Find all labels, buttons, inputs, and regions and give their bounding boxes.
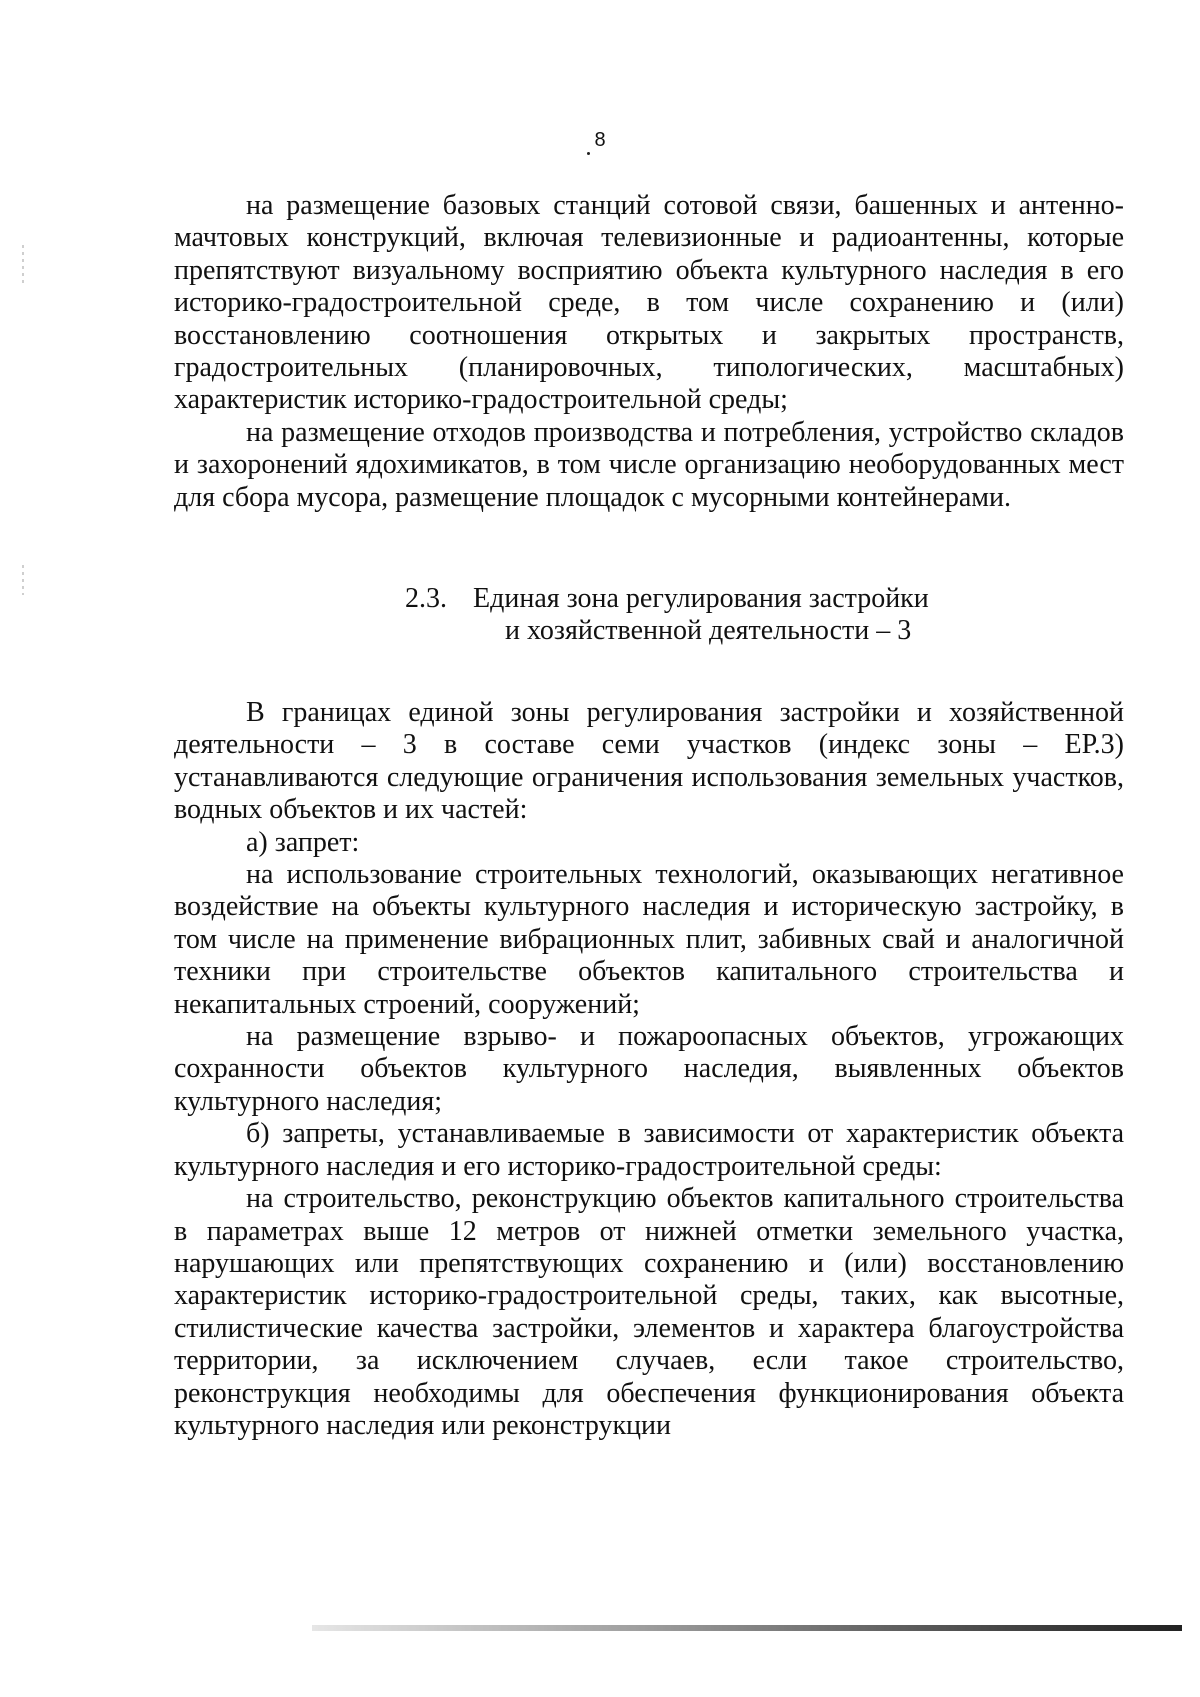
paragraph: на размещение базовых станций сотовой связи, башенных и антенно-мачтовых конструкций, включая телевизионные и радиоантенны, которые препятствуют визуальному восприятию объекта культурного наследия в его историко-градостроительной среде, в том числе сохранению и (или) восстановлению соотношения открытых и закрытых пространств, градостроительных (планировочных, типологических, масштабных) характеристик историко-градостроительной среды; (174, 190, 1124, 416)
scan-margin-mark (22, 245, 24, 285)
page-number: 8 (594, 129, 606, 151)
text-block-lower (174, 697, 1124, 1442)
scan-edge-bar (312, 1625, 1182, 1631)
section-title-line1: Единая зона регулирования застройки (473, 583, 929, 614)
section-number: 2.3. (405, 583, 447, 614)
paragraph: на размещение отходов производства и потребления, устройство складов и захоронений ядохимикатов, в том числе организацию необорудованных мест для сбора мусора, размещение площадок с мусорными контейнерами. (174, 416, 1124, 513)
paragraph: на размещение взрыво- и пожароопасных объектов, угрожающих сохранности объектов культурного наследия, выявленных объектов культурного наследия; (174, 1021, 1124, 1117)
section-heading (405, 583, 929, 648)
scan-dot (587, 152, 590, 155)
paragraph: а) запрет: (246, 826, 360, 858)
section-title-line2: и хозяйственной деятельности – 3 (505, 615, 912, 647)
paragraph: на строительство, реконструкцию объектов капитального строительства в параметрах выше 12 метров от нижней отметки земельного участка, нарушающих или препятствующих сохранению и (или) восстановлению характеристик историко-градостроительной среды, таких, как высотные, стилистические качества застройки, элементов и характера благоустройства территории, за исключением случаев, если такое строительство, реконструкция необходимы для обеспечения функционирования объекта культурного наследия или реконструкции (174, 1183, 1124, 1441)
scan-margin-mark (22, 565, 24, 595)
paragraph: В границах единой зоны регулирования застройки и хозяйственной деятельности – 3 в составе семи участков (индекс зоны – ЕР.3) устанавливаются следующие ограничения использования земельных участков, водных объектов и их частей: (174, 697, 1124, 826)
paragraph: на использование строительных технологий, оказывающих негативное воздействие на объекты культурного наследия и историческую застройку, в том числе на применение вибрационных плит, забивных свай и аналогичной техники при строительстве объектов капитального строительства и некапитальных строений, сооружений; (174, 859, 1124, 1020)
paragraph: б) запреты, устанавливаемые в зависимости от характеристик объекта культурного наследия и его историко-градостроительной среды: (174, 1118, 1124, 1182)
text-block-upper (174, 190, 1124, 514)
